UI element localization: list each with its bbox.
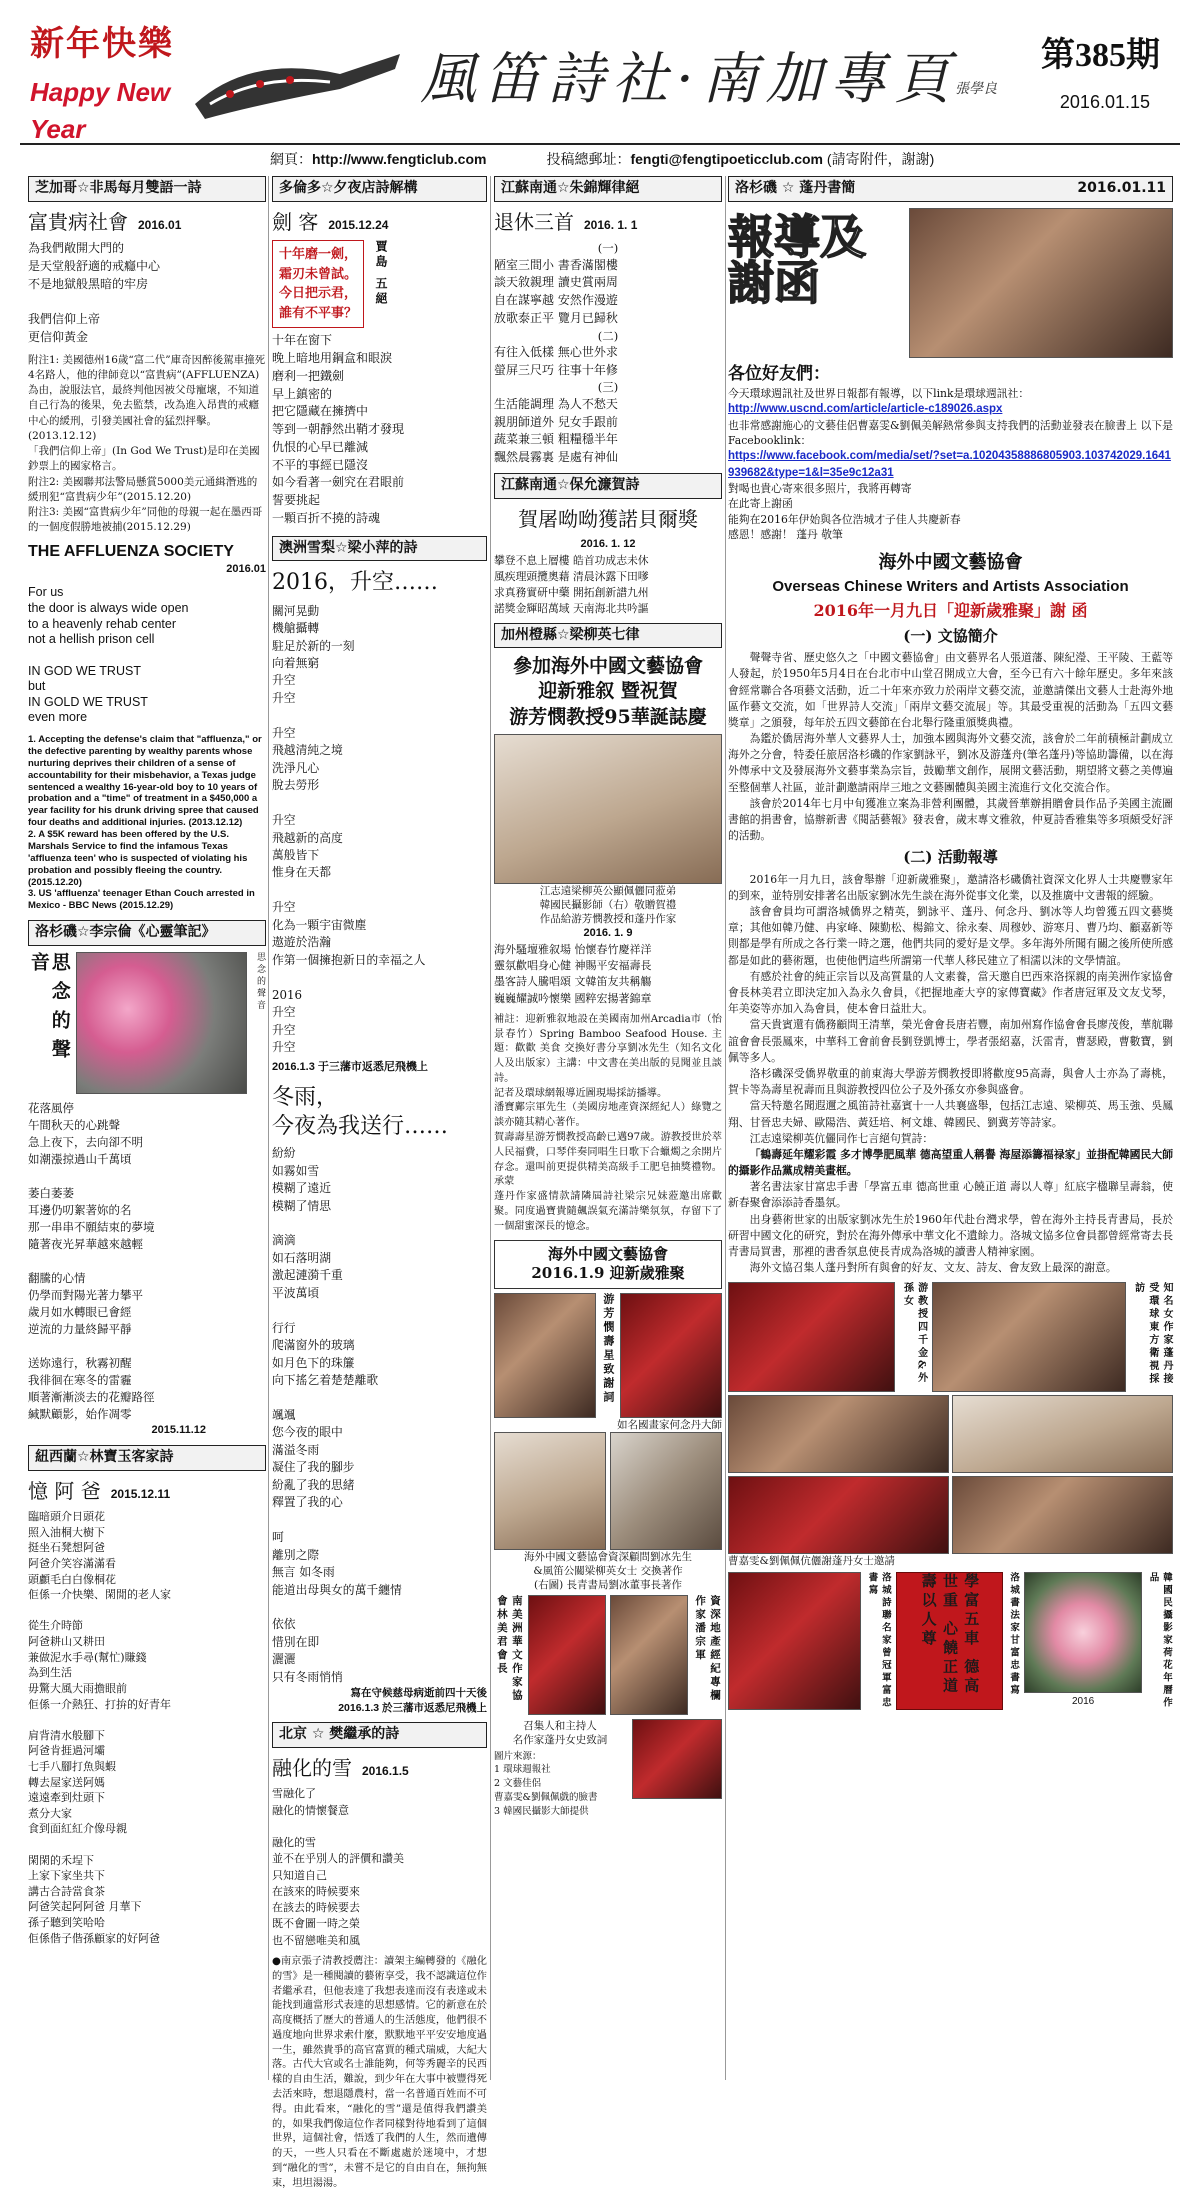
photo-caption: 海外中國文藝協會資深顧問劉冰先生 &風笛公關梁柳英女士 交換著作 — [524, 1550, 692, 1577]
contact-bar — [270, 150, 1150, 170]
photo-row — [494, 1293, 722, 1418]
poem-note: 2016.1.3 于三藩市返悉尼飛機上 — [272, 1061, 428, 1074]
subsection-heading: (二) 活動報導 — [903, 848, 998, 867]
poem-date: 2016.01 — [138, 217, 182, 232]
quoted-poem-box: 十年磨一劍， 霜刃未曾試。 今日把示君， 誰有不平事？ — [272, 240, 364, 328]
poem-title — [272, 1754, 487, 1782]
agent-photo — [610, 1595, 688, 1715]
section-header — [28, 1445, 266, 1471]
part-lines: 陋室三間小 書香滿閣樓 談天敘親理 讀史賞兩周 自在謀寧越 安然作漫遊 放歌泰正平 覽月已歸秋 — [494, 257, 618, 325]
column-1 — [28, 176, 266, 1946]
speaker-photo — [494, 1293, 596, 1418]
quoted-poem-source: 賈島 五絕 — [374, 240, 389, 308]
title-signature: 張學良 — [955, 81, 997, 97]
masthead — [20, 10, 1180, 145]
report-outro: 對喝也貴心寄來很多照片，我將再轉寄 在此寄上謝函 能夠在2016年伊始與各位浩城才子佳人共慶新春 感恩！感謝！ 蓬丹 敬筆 — [728, 481, 961, 541]
column-divider — [725, 176, 726, 2080]
greeting: 各位好友們： — [728, 363, 830, 384]
poem-title: 2016，升空…… — [272, 570, 438, 596]
section-title: 加州橙縣☆梁柳英七律 — [501, 626, 640, 643]
poem-title-text: 劍 客 — [272, 209, 319, 234]
report-banner-row — [728, 208, 1173, 358]
part-number: (一) — [597, 241, 619, 256]
email-link[interactable]: fengti@fengtipoeticclub.com — [630, 151, 824, 167]
photo-row — [494, 1595, 722, 1715]
event-photo — [952, 1395, 1173, 1473]
photo-side-label: 洛城詩聯名家曾冠軍富忠書寫 — [866, 1571, 891, 1710]
paragraph: 洛杉磯深受僑界敬重的前東海大學游芳憫教授即將歡度95高壽，與會人士亦為了壽桃，賀卡等為壽星祝壽而且與游教授四位公子及外孫女亦參與盛會。 — [728, 1066, 1173, 1097]
photo-grid — [728, 1395, 1173, 1554]
photo-side-label: 游教授四千金&外孫女 — [901, 1282, 927, 1386]
report-intro-2: 也非常感謝施心的文藝佳侶曹嘉雯&劉佩美解熱常參與支持我們的活動並發表在臉書上 以下是 Facebooklink： — [728, 418, 1173, 447]
poem-title-text: 融化的雪 — [272, 1755, 352, 1780]
photo-caption: 曹嘉雯&劉佩佩伉儷謝蓬丹女士邀請 — [728, 1555, 895, 1568]
email-info — [546, 150, 934, 170]
book-exchange-photo — [494, 1432, 606, 1550]
section-title: 芝加哥☆非馬每月雙語一詩 — [35, 180, 202, 196]
newsletter-title: 風笛詩社·南加專頁 — [420, 47, 958, 112]
web-label: 網頁： — [270, 151, 312, 167]
group-photo — [909, 208, 1173, 358]
email-note: (請寄附件，謝謝) — [826, 151, 935, 167]
poem-title-text: 富貴病社會 — [28, 209, 128, 234]
poem-body: 海外騷壇雅叙場 怡懷春竹慶祥洋 靈氛歡唱身心健 神賜平安福壽長 墨客詩人騰唱頌 文韓笛友共稱觴 巍巍耀誠吟懷樂 國粹宏揚著錦章 — [494, 942, 652, 1005]
poem-vertical-title: 思念的聲音 — [27, 952, 71, 1069]
section-title: 紐西蘭☆林寶玉客家詩 — [35, 1448, 174, 1465]
photo-side-label: 韓國民攝影家荷花年曆作品 — [1147, 1571, 1172, 1710]
poem-notes: 附注1: 美國德州16歲“富二代”庫奇因醉後駕車撞死4名路人，他的律師竟以“富貴病”(AFFLUENZA)為由，說服法官，最終判他因被父母寵壞，不知道自己行為的後果，免去監禁，改為進入昂貴的戒癮中心的緩刑，引發美國社會的猛烈抨擊。(2013.12.12) 「我們信仰上帝」(In God We Trust)是印在美國鈔票上的國家格言。 附注2: 美國聯邦法警局懸賞5000美元通緝潛逃的緩刑犯“富貴病少年”(2015.12.20) 附注3: 美國“富貴病少年”同他的母親一起在墨西哥的一個度假勝地被捕(2015.12.29) — [28, 353, 266, 534]
poem-title — [28, 1477, 266, 1505]
thanks-letter-title: 2016年一月九日「迎新歲雅聚」謝 函 — [813, 601, 1088, 621]
report-big-title: 報導及謝函 — [728, 209, 866, 310]
report-intro: 今天環球週訊社及世界日報都有報導，以下link是環球週訊社： — [728, 387, 1030, 400]
photo-caption: 召集人和主持人 名作家蓬丹女史致詞 — [512, 1720, 608, 1747]
calligraphy-scroll — [896, 1572, 1003, 1710]
poem-body: 十年在窗下 晚上暗地用鋼盒和眼淚 磨利一把鐵劍 早上鎮密的 把它隱藏在擁擠中 等到一朝靜然出鞘才發現 仇恨的心早已離減 不平的事經已隱沒 如今看著一劍究在君眼前 誓要挑起 一顆百折不撓的詩魂 — [272, 333, 405, 525]
poem-title: 賀屠呦呦獲諾貝爾獎 — [518, 506, 698, 531]
photo-side-label: 洛城書法家甘富忠書寫 — [1008, 1571, 1020, 1697]
event-photo — [728, 1476, 949, 1554]
calligraphy-photo — [728, 1572, 861, 1710]
event-photo — [728, 1395, 949, 1473]
section-title: 澳洲雪梨☆梁小萍的詩 — [279, 539, 418, 556]
facebook-link[interactable]: https://www.facebook.com/media/set/?set=a.10204358886805903.103742029.1641939682&type=1&l=35e9c12a31 — [728, 450, 1171, 479]
issue-date: 2016.01.15 — [1059, 92, 1150, 112]
event-photo — [728, 1282, 895, 1392]
part-lines: 生活能調理 為人不愁天 親朋師道外 兒女手跟前 蔬菜兼三頓 粗糧穩半年 飄然晨霧裏 是處有神仙 — [494, 396, 618, 464]
event-headline: 參加海外中國文藝協會 迎新雅叙 暨祝賀 游芳憫教授95華誕誌慶 — [509, 655, 707, 728]
writer-photo — [528, 1595, 606, 1715]
poem-title — [28, 208, 266, 236]
web-url-link[interactable]: http://www.fengticlub.com — [312, 151, 487, 167]
event-photo — [932, 1282, 1127, 1392]
part-number: (三) — [597, 380, 619, 395]
section-header — [494, 623, 722, 649]
event-photo — [952, 1476, 1173, 1554]
website-info — [270, 150, 486, 170]
book-cover-photo — [610, 1432, 722, 1550]
paragraph: 2016年一月九日，該會舉辦「迎新歲雅聚」，邀請洛杉磯僑社資深文化界人士共慶豐家年的到來，並特別安排著名出版家劉冰先生談在海外從事文化業，以及推廣中文書報的經驗。 — [728, 872, 1173, 902]
poem-date: 2015.12.24 — [328, 217, 389, 232]
photo-date: 2016. 1. 9 — [583, 927, 633, 940]
part-number: (二) — [597, 328, 619, 343]
photo-credits: 圖片來源： 1 環球週報社 2 文藝佳侶 曹嘉雯&劉佩佩戲的臉書 3 韓國民攝影大師提供 — [494, 1750, 598, 1817]
english-poem-date: 2016.01 — [226, 562, 266, 575]
paragraph: 海外文協召集人蓬丹對所有與會的好友、文友、詩友、會友致上最深的謝意。 — [749, 1261, 1117, 1275]
section-header — [272, 536, 487, 562]
column-divider — [268, 176, 269, 2080]
poem-date: 2015.11.12 — [151, 1424, 206, 1437]
paragraph: 出身藝術世家的出版家劉冰先生於1960年代赴台灣求學，曾在海外主持長青書局，長於研習中國文化的研究，對於在海外傳承中華文化不遺餘力。洛城文協多位會員都曾經常寄去長青書局買書，那裡的書香氛息使長青成為洛城的讀書人精神家園。 — [728, 1212, 1173, 1258]
section-title: 江蘇南通☆朱錦輝律絕 — [501, 180, 640, 196]
poem-body: 臨暗頭介日頭花 照入油桐大樹下 挺坐石凳想阿爸 阿爸介笑容滿滿看 頭顱毛白白像桐花 佢係一介快樂、閑閒的老人家 從生介時節 阿爸耕山又耕田 兼做泥水手尋(幫忙)賺錢 為到生活 毋驚大風大雨擔眼前 佢係一介熱狂、打拚的好青年 肩背清水般腳下 阿爸肯捱過河壩 七手八腳打魚與蝦 轉去屋家送阿媽 遠遠牽到灶頭下 煮分大家 食到面紅紅介像母親 閑閑的禾埕下 上家下家坐共下 講古合詩當食茶 阿爸笑起阿阿爸 月華下 孫子聽到笑哈哈 佢係偕子偕孫顧家的好阿爸 — [28, 1510, 171, 1945]
section-title: 洛杉磯☆李宗倫《心靈筆記》 — [35, 924, 216, 941]
paragraph: 當天特邀名聞遐邇之風笛詩社嘉賓十一人共襄盛舉，包括江志遠、梁柳英、馬玉強、吳鳳翔、甘晉忠夫婦、歐陽浩、黃廷培、柯文雄、韓國民、劉冀芳等詩家。 — [728, 1099, 1173, 1129]
lotus-photo — [1024, 1572, 1142, 1694]
photo-row — [728, 1572, 1173, 1710]
poem-art-row — [28, 952, 266, 1094]
poem-part-3 — [494, 379, 722, 466]
poem-body: 雪融化了 融化的情懷餐意 融化的雪 並不在乎別人的評價和讚美 只知道自己 在該來的時候要來 在該去的時候要去 既不會圖一時之榮 也不留戀唯美和風 — [272, 1787, 404, 1947]
poem-title-text: 憶 阿 爸 — [28, 1478, 101, 1503]
section-header — [272, 176, 487, 202]
photo-side-label: 知名女作家蓬丹接受環球東方衛視採訪 — [1132, 1282, 1172, 1387]
section-header — [494, 473, 722, 499]
poem-title — [494, 208, 722, 236]
photo-side-label: 資深地產經紀專欄作家潘宗軍 — [694, 1595, 721, 1704]
poem-side-title: 思念的聲音 — [255, 952, 265, 1013]
photo-caption: 江志遠梁柳英公顯佩儷同蒞弟 韓國民攝影師（右）敬贈賀禮 作品給游芳憫教授和蓬丹作家 — [539, 884, 677, 925]
section-header — [272, 1722, 487, 1748]
section-header — [28, 176, 266, 202]
section-title: 洛杉磯 ☆ 蓬丹書簡 — [735, 180, 856, 196]
paragraph: 該會於2014年七月中旬獲准立案為非營利團體，其歲晉華辦捐贈會員作品予美國主流圖書館的捐書會，協辦新書《閱話藝報》發表會，歲末專文雅敘，仲夏詩香雅集等多項頗受好評的活動。 — [728, 796, 1173, 843]
paragraph: 「鶴壽延年耀彩霞 多才博學肥風華 德高望重人稱譽 海屋添籌福禄家」並掛配韓國民大師的攝影作品黨成精美畫框。 — [728, 1147, 1173, 1178]
part-lines: 有往入低樣 無心世外求 螢屏三尺巧 往事十年修 — [494, 344, 618, 377]
logo-cn-text: 新年快樂 — [30, 24, 174, 64]
poem-body: 關河晃動 機艙攝轉 駐足於新的一刻 向着無窮 升空 升空 升空 飛越清純之境 洗淨凡心 脫去勞形 升空 飛越新的高度 萬般皆下 惟身在天都 升空 化為一顆宇宙微塵 遨遊於浩瀚 作第一個擁抱新日的幸福之人 2016 升空 升空 升空 — [272, 603, 426, 1054]
poem-part-2 — [494, 328, 722, 380]
poem-note: 寫在守候慈母病逝前四十天後 2016.1.3 於三藩市返悉尼飛機上 — [338, 1687, 487, 1715]
poem-date: 2016. 1. 1 — [584, 217, 638, 232]
org-name-cn: 海外中國文藝協會 — [878, 552, 1023, 574]
column-4 — [728, 176, 1173, 1710]
poem-body: 攀登不息上層樓 皓首功成志未休 風疾理頭攬奧藉 清晨沐露下田嗲 求真務實研中藥 開拓創新譜九州 諾獎金輝昭萬域 天南海北共吟謳 — [494, 553, 649, 615]
poem-body: 花落風停 午間秋天的心跳聲 急上夜下，去向卻不明 如潮漲掠過山千萬頃 萎白萎萎 耳邊仍叨絮著妳的名 那一串串不願結束的夢境 隨著夜光昇華越來越輕 翻騰的心情 仍學而對陽光著力攀平 歲月如水轉眼已會經 逆流的力量終歸平靜 送妳遠行，秋霧初醒 我徘徊在寒冬的雷霾 順著漸漸淡去的花瓣路徑 緘默顧影，始作凋零 — [28, 1101, 155, 1422]
scroll-text: 學富五車 德高世重 心饒正道 壽以人尊 — [919, 1572, 981, 1696]
photo-side-label: 南美洲華文作家協會林美君會長 — [495, 1595, 523, 1704]
flower-photo — [76, 952, 247, 1094]
column-3 — [494, 176, 722, 1818]
painter-photo — [620, 1293, 722, 1418]
paragraph: 江志遠梁柳英伉儷同作七言絕句賀詩： — [749, 1131, 934, 1145]
paragraph: 著名書法家甘富忠手書「學富五車 德高世重 心饒正道 壽以人尊」紅底字楹聯呈壽翁，使新春聚會添添詩香墨氛。 — [728, 1180, 1173, 1210]
section-title: 北京 ☆ 樊繼承的詩 — [279, 1726, 400, 1743]
calendar-year: 2016 — [1071, 1696, 1095, 1708]
credits-row — [494, 1719, 722, 1818]
photo-side-label: 游芳憫壽星致謝詞 — [601, 1292, 615, 1405]
new-year-logo — [30, 20, 180, 145]
section-title: 多倫多☆夕夜店詩解構 — [279, 180, 418, 196]
photo-row — [728, 1282, 1173, 1392]
paragraph: 聲聲寺省、歷史悠久之「中國文藝協會」由文藝界名人張道藩、陳紀瀅、王平陵、王藍等人發起，於1950年5月4日在台北市中山堂召開成立大會，至今已有六十餘年歷史。多年來該會經常聯合各項藝文活動，近二十年來亦致力於兩岸文藝交流，並邀請傑出文藝人士赴海外地區作藝文交流，如「世界詩人交流」「兩岸文藝交流展」等。其最受重視的活動為「五四文藝獎章」之頒發，每年於五四文藝節在台北舉行隆重頒獎典禮。 — [728, 651, 1173, 729]
news-link[interactable]: http://www.uscnd.com/article/article-c189026.aspx — [728, 403, 1003, 416]
poem-title — [272, 208, 487, 236]
poem-body: 紛紛 如霧如雪 模糊了遠近 模糊了情思 滴滴 如石落明湖 激起漣漪千重 平波萬頃 行行 爬滿窗外的玻璃 如月色下的珠簾 向下搖乞着楚楚離歌 颯颯 您今夜的眼中 滿溢冬雨 凝住了我的腳步 紛亂了我的思緒 釋置了我的心 呵 離別之際 無言 如冬雨 能道出母與女的萬千纏情 依依 惜別在即 灑灑 只有冬雨悄悄 — [272, 1146, 402, 1684]
section-header — [494, 176, 722, 202]
poem-body: 為我們敞開大門的 是天堂般舒適的戒癮中心 不是地獄般黑暗的牢房 我們信仰上帝 更信仰黃金 — [28, 241, 161, 345]
bagpipe-pen-icon — [190, 34, 410, 124]
poem-title-text: 退休三首 — [494, 209, 574, 234]
english-poem-notes: 1. Accepting the defense's claim that "affluenza," or the defective parenting by wealthy parents whose nurturing deprives their children of a sense of accountability for their misbehavior, a Texas judge sentenced a wealthy 16-year-old boy to 10 years of probation and a "time" of treatment in a $450,000 a year facility for his drunk driving spree that caused four deaths and additional injuries. (2013.12.12) 2. A $5K reward has been offered by the U.S. Marshals Service to find the infamous Texas 'affluenza teen' who is suspected of violating his probation and possibly fleeing the country. (2015.12.20) 3. US 'affluenza' teenager Ethan Couch arrested in Mexico - BBC News (2015.12.29) — [28, 734, 262, 912]
section-header — [28, 920, 266, 946]
event-banner: 海外中國文藝協會 2016.1.9 迎新歲雅聚 — [494, 1240, 722, 1289]
poem-commentary: ●南京張子清教授薦注：讀架主編轉發的《融化的雪》是一種閱讀的藝術享受，我不認識這位作者繼承君，但他表達了我想表達而沒有表達或未能找到適當形式表達的思想感情。它的新意在於高度概括了歷大的普通人的生活態度，他們很不過度地向世界求索什麼，默默地平平安安地度過一生，雖然貴爭的高官富賈的種式瑞威，大紀大落。古代大官或名士誰能夠，何等秀麗辛的民西樣的自由生活，難說，到少年在大事中被豐得死去活來時，想退隱農村，當一名普通百姓而不可得。由此看來，“融化的雪”還是值得我們讚美的，如果我們像這位作者同樣對待地看到了這個世界，這個社會，悟透了我們的人生，然而遺傳的天，一些人只看在不斷處處於迷境中，才想到“融化的雪”，未嘗不是它的自由自在，無拘無束，坦坦湯湯。 — [272, 1955, 487, 2189]
english-poem-body: For us the door is always wide open to a heavenly rehab center not a hellish prison cell IN GOD WE TRUST but IN GOLD WE TRUST even more — [28, 585, 189, 725]
poem-date: 2016. 1. 12 — [580, 538, 636, 551]
email-label: 投稿總郵址： — [546, 151, 631, 167]
host-photo — [632, 1719, 722, 1799]
column-divider — [490, 176, 491, 2080]
paragraph: 該會會員均可謂洛城僑界之精英，劉詠平、蓬丹、何念丹、劉冰等人均曾獲五四文藝獎章；其他如韓乃健、冉家峰、陳勤松、楊錦文、徐永秦、周穆妙、游寒月、曹乃均、顧嘉新等則都是學有所成之各行業一時之選，他們共同的愛好是文學。多年海外所聞有關之後所使所感都是如此的藝術題，也使他們這些所謂第一代華人移民建立了相濡以沫的文學情誼。 — [728, 905, 1173, 967]
english-poem-title: THE AFFLUENZA SOCIETY — [28, 543, 234, 561]
poem-notes: 補註：迎新雅叙地設在美國南加州Arcadia市（怡景春竹）Spring Bamboo Seafood House. 主題：歡歡 美食 交換好書分享劉冰先生（知名文化人及出版家）主講：中文書在美出版的見聞並且談詩。 記者及環球網報導近圖現場採訪播導。 潘寶鄺宗軍先生（美國房地產資深經紀人）綠覽之談亦隨其精心著作。 賀壽壽星游芳憫教授高齡已邁97歲。游教授世於萃人民福費，口琴伴奏同唱生日歌下合蠟燭之余開片存念。還叫前更提供精美高級手工肥皂抽獎禮物。承蒙 蓬丹作家盛情款請隣屆詩社梁宗兄妹蒞邀出席歡聚。同度過寶貴隨飆誤氣充滿詩樂氛氛，存留下了一個甜蜜深長的憶念。 — [494, 1013, 722, 1232]
poem-part-1 — [494, 240, 722, 327]
issue-number: 第385期 — [1041, 37, 1160, 74]
poem-date: 2016.1.5 — [362, 1763, 409, 1778]
award-photo — [494, 734, 722, 884]
section-title: 江蘇南通☆保允濂賀詩 — [501, 476, 640, 493]
section-date: 2016.01.11 — [1077, 180, 1166, 196]
photo-caption: 如名國畫家何念丹大師 — [617, 1418, 722, 1431]
photo-row — [494, 1432, 722, 1550]
photo-caption: (右圖) 長青書局劉冰董事長著作 — [533, 1579, 683, 1592]
quote-row — [272, 240, 487, 328]
poem-title: 冬雨， 今夜為我送行…… — [272, 1085, 449, 1139]
section-header — [728, 176, 1173, 202]
column-2 — [272, 176, 487, 2191]
org-name-en: Overseas Chinese Writers and Artists Association — [772, 577, 1129, 595]
calendar-image — [1024, 1572, 1142, 1710]
paragraph: 為鑑於僑居海外華人文藝界人士，加強本國與海外文藝交流，該會於二年前積極計劃成立海外之分會，特委任旅居洛杉磯的作家劉詠平，劉冰及游蓬舟(筆名蓬丹)等協助籌備，以在海外傳承中文及發展海外文藝事業為宗旨，鼓勵華文創作，展開文藝活動，期望將文藝之美傳遍至整個華人社區，並計劃邀請兩岸三地之文藝團體與美國主流進行文化交流合作。 — [728, 732, 1173, 794]
paragraph: 有感於社會的純正宗旨以及高質量的人文素養，當天邀自巴西來洛探親的南美洲作家協會會長林美君立即決定加入為永久會員，《把握地產大亨的家傳寶藏》作者唐冠軍及文友戈琴，年美姿等亦加入為會員，使本會日益壯大。 — [728, 969, 1173, 1016]
subsection-heading: (一) 文協簡介 — [903, 626, 998, 645]
poem-date: 2015.12.11 — [110, 1486, 171, 1501]
logo-happy-new-year: Happy New Year — [30, 77, 171, 145]
paragraph: 當天貴賓還有僑務顧問王清華，榮光會會長唐若豐，南加州寫作協會會長廖茂俊，華航聯誼會會長張鳳來，中華科工會前會長劉登凱博士，學者張紹嘉，沃雷青，曹瑟殿，曹數寶，劉佩等多人。 — [728, 1018, 1173, 1064]
